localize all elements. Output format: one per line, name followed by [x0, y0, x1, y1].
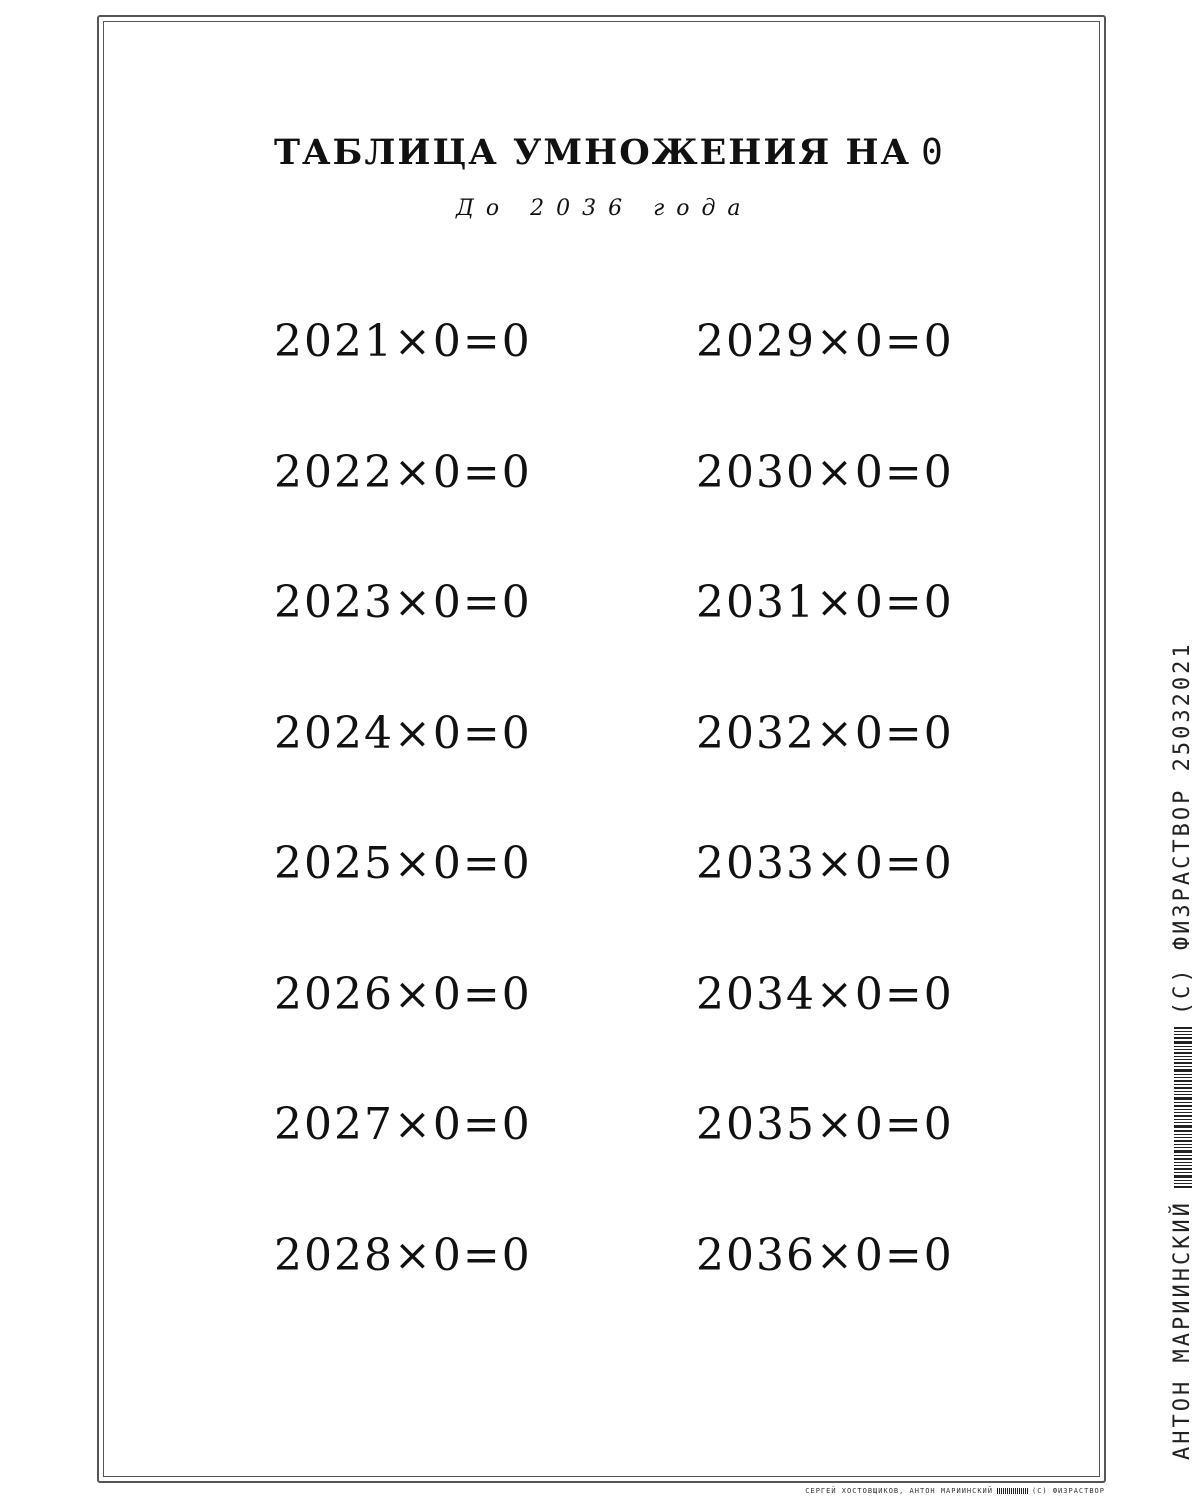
title-number: 0 — [921, 132, 945, 173]
barcode-icon — [1174, 1027, 1192, 1188]
footer-credit — [805, 1486, 1105, 1496]
equation-item: 2025×0=0 — [274, 838, 532, 889]
side-credit-copyright: (С) ФИЗРАСТВОР 25032021 — [1170, 641, 1195, 1016]
footer-barcode-icon — [997, 1488, 1028, 1494]
equation-item: 2033×0=0 — [696, 838, 954, 889]
equation-item: 2029×0=0 — [696, 316, 954, 367]
equation-item: 2030×0=0 — [696, 446, 954, 498]
equations-grid — [274, 310, 974, 1354]
equation-item: 2036×0=0 — [696, 1229, 954, 1281]
equation-item: 2026×0=0 — [274, 968, 532, 1020]
footer-credit-authors: СЕРГЕЙ ХОСТОВЩИКОВ, АНТОН МАРИИНСКИЙ — [805, 1487, 993, 1495]
equation-item: 2024×0=0 — [274, 707, 532, 759]
side-credit-authors: АНТОН МАРИИНСКИЙ — [1170, 1200, 1195, 1460]
equation-item: 2023×0=0 — [274, 577, 532, 628]
title-text: ТАБЛИЦА УМНОЖЕНИЯ НА — [274, 132, 912, 173]
equation-item: 2034×0=0 — [696, 968, 954, 1020]
equation-item: 2021×0=0 — [274, 316, 532, 367]
footer-credit-copyright: (С) ФИЗРАСТВОР — [1031, 1487, 1105, 1495]
equation-item: 2022×0=0 — [274, 446, 532, 498]
equation-item: 2028×0=0 — [274, 1229, 532, 1281]
equation-item: 2032×0=0 — [696, 707, 954, 759]
equation-item: 2031×0=0 — [696, 577, 954, 628]
page-title — [274, 128, 945, 178]
side-credit — [1168, 641, 1198, 1460]
equation-item: 2027×0=0 — [274, 1099, 532, 1150]
equation-item: 2035×0=0 — [696, 1099, 954, 1150]
page-subtitle: До 2036 года — [456, 196, 753, 221]
